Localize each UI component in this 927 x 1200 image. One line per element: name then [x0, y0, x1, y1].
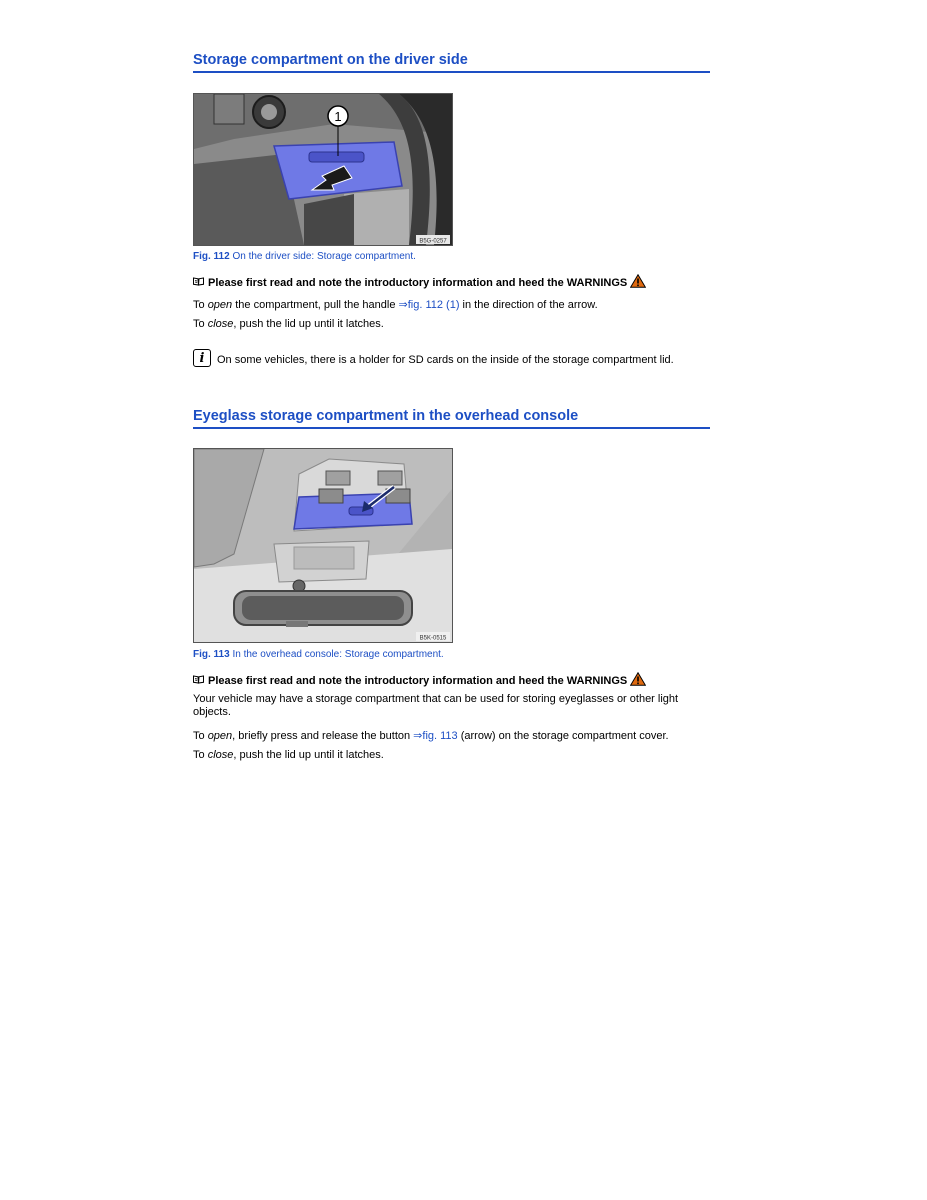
overhead-console-illustration — [194, 449, 452, 642]
figure-code: B5G-0257 — [419, 238, 447, 245]
caption-label: Fig. 112 — [193, 251, 230, 262]
close-instruction: To close, push the lid up until it latches. — [193, 318, 384, 330]
warning-triangle-icon — [630, 672, 646, 690]
tip-text: On some vehicles, there is a holder for SD cards on the inside of the storage compartment lid. — [217, 354, 674, 366]
caption-text: In the overhead console: Storage compartment. — [232, 649, 444, 660]
figure-113-overhead-storage — [193, 448, 453, 643]
figure-112-driver-storage — [193, 93, 453, 246]
close-instruction: To close, push the lid up until it latches. — [193, 749, 384, 761]
read-first-notice — [193, 274, 646, 292]
callout-1-label: 1 — [334, 109, 342, 124]
open-instruction: To open the compartment, pull the handle ⇒fig. 112 (1) in the direction of the arrow. — [193, 299, 598, 311]
sd-card-tip — [193, 349, 674, 367]
notice-text: Please first read and note the introductory information and heed the WARNINGS — [208, 277, 628, 289]
arrow-ref: ⇒ — [398, 299, 408, 311]
open-instruction: To open, briefly press and release the button ⇒fig. 113 (arrow) on the storage compartment cover. — [193, 730, 669, 742]
arrow-ref: ⇒ — [413, 730, 423, 742]
info-icon: i — [193, 349, 211, 367]
figure-caption-113 — [193, 649, 444, 661]
warning-triangle-icon — [630, 274, 646, 292]
caption-label: Fig. 113 — [193, 649, 230, 660]
fig-112-link[interactable]: fig. 112 (1) — [407, 299, 460, 311]
driver-side-illustration — [194, 94, 452, 245]
section-heading-driver-storage: Storage compartment on the driver side — [193, 52, 710, 73]
caption-text: On the driver side: Storage compartment. — [232, 251, 416, 262]
figure-code: B5K-0515 — [419, 635, 447, 642]
fig-113-link[interactable]: fig. 113 — [422, 730, 458, 742]
read-first-notice — [193, 672, 646, 690]
eyeglass-intro: Your vehicle may have a storage compartment that can be used for storing eyeglasses or other light objects. — [193, 693, 679, 718]
book-icon — [193, 276, 204, 290]
figure-caption-112 — [193, 251, 416, 263]
section-heading-eyeglass-storage: Eyeglass storage compartment in the overhead console — [193, 408, 710, 429]
book-icon — [193, 674, 204, 688]
notice-text: Please first read and note the introductory information and heed the WARNINGS — [208, 675, 628, 687]
